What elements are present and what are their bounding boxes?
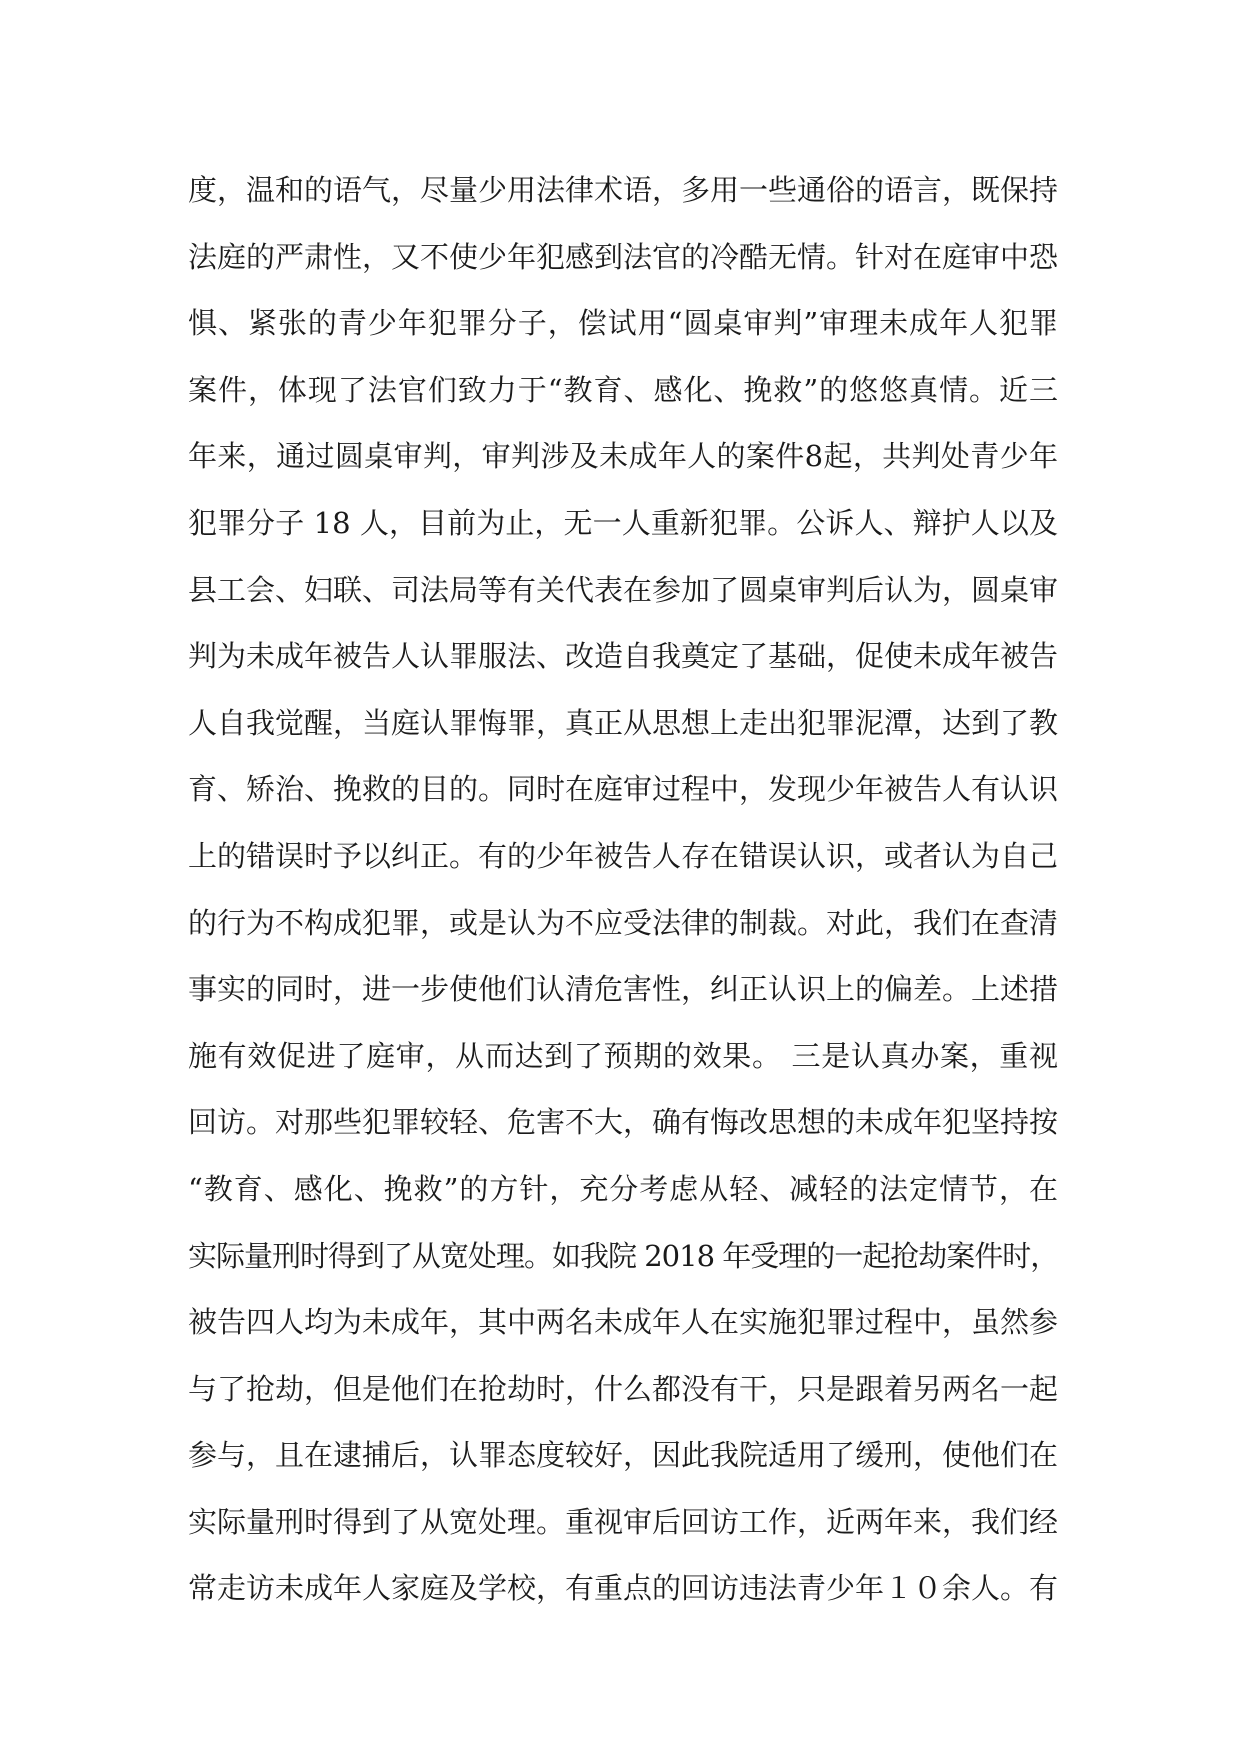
- text-line: 惧、紧张的青少年犯罪分子，偿试用“圆桌审判”审理未成年人犯罪: [188, 306, 1058, 341]
- text-line: 年来，通过圆桌审判，审判涉及未成年人的案件8起，共判处青少年: [188, 439, 1058, 474]
- text-line: 度，温和的语气，尽量少用法律术语，多用一些通俗的语言，既保持: [188, 173, 1058, 207]
- text-line: 事实的同时，进一步使他们认清危害性，纠正认识上的偏差。上述措: [188, 972, 1058, 1007]
- text-line: 案件，体现了法官们致力于“教育、感化、挽救”的悠悠真情。近三: [188, 372, 1058, 407]
- text-line: 回访。对那些犯罪较轻、危害不大，确有悔改思想的未成年犯坚持按: [188, 1105, 1058, 1140]
- text-line: 施有效促进了庭审，从而达到了预期的效果。 三是认真办案，重视: [188, 1038, 1058, 1073]
- text-line: 育、矫治、挽救的目的。同时在庭审过程中，发现少年被告人有认识: [188, 772, 1058, 807]
- text-line: 实际量刑时得到了从宽处理。重视审后回访工作，近两年来，我们经: [188, 1504, 1058, 1539]
- text-line: 常走访未成年人家庭及学校，有重点的回访违法青少年１０余人。有: [188, 1571, 1058, 1606]
- text-line: 实际量刑时得到了从宽处理。如我院 2018 年受理的一起抢劫案件时，: [188, 1238, 1058, 1273]
- text-line: 法庭的严肃性，又不使少年犯感到法官的冷酷无情。针对在庭审中恐: [188, 239, 1058, 274]
- text-line: 的行为不构成犯罪，或是认为不应受法律的制裁。对此，我们在查清: [188, 905, 1058, 940]
- text-line: “教育、感化、挽救”的方针，充分考虑从轻、减轻的法定情节，在: [188, 1171, 1058, 1206]
- text-line: 参与，且在逮捕后，认罪态度较好，因此我院适用了缓刑，使他们在: [188, 1438, 1058, 1473]
- text-line: 与了抢劫，但是他们在抢劫时，什么都没有干，只是跟着另两名一起: [188, 1371, 1058, 1406]
- text-line: 上的错误时予以纠正。有的少年被告人存在错误认识，或者认为自己: [188, 838, 1058, 873]
- text-line: 判为未成年被告人认罪服法、改造自我奠定了基础，促使未成年被告: [188, 639, 1058, 674]
- text-line: 人自我觉醒，当庭认罪悔罪，真正从思想上走出犯罪泥潭，达到了教: [188, 705, 1058, 740]
- text-line: 县工会、妇联、司法局等有关代表在参加了圆桌审判后认为，圆桌审: [188, 572, 1058, 607]
- text-line: 犯罪分子 18 人，目前为止，无一人重新犯罪。公诉人、辩护人以及: [188, 505, 1058, 540]
- text-line: 被告四人均为未成年，其中两名未成年人在实施犯罪过程中，虽然参: [188, 1305, 1058, 1340]
- body-text: [188, 157, 1058, 1622]
